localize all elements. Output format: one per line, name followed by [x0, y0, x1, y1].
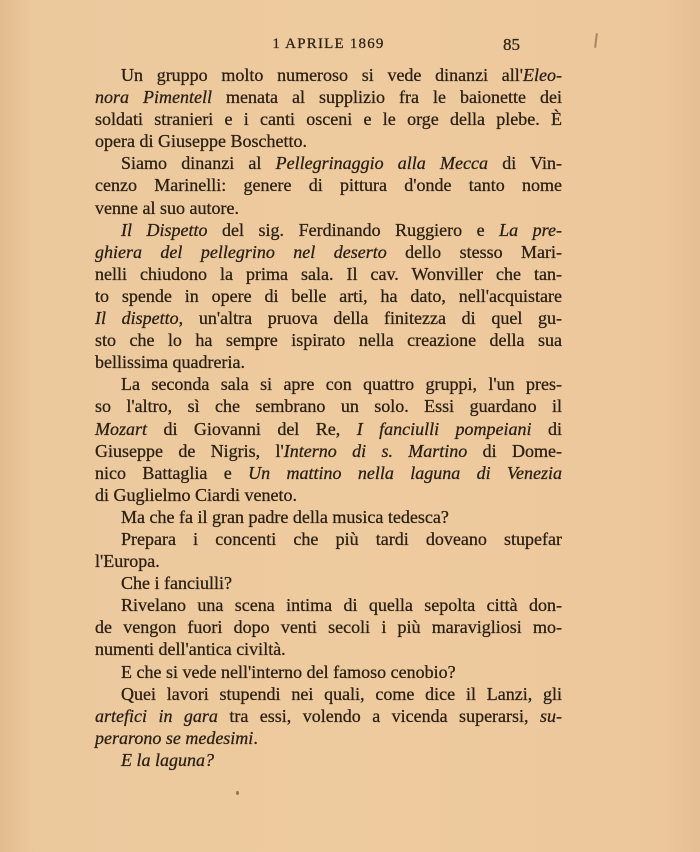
regular-text: La seconda sala si apre con quattro gruppi, l'un pres-	[121, 374, 562, 395]
regular-text: cenzo Marinelli: genere di pittura d'onde tanto nome	[95, 175, 562, 196]
page-body	[95, 64, 562, 771]
regular-text: Rivelano una scena intima di quella sepolta città don-	[121, 595, 562, 616]
italic-text: Eleo-	[523, 65, 562, 85]
text-line	[95, 616, 562, 638]
text-line	[95, 174, 562, 196]
regular-text: to spende in opere di belle arti, ha dato, nell'acquistare	[95, 285, 562, 306]
regular-text: Un gruppo molto numeroso si vede dinanzi all'	[121, 65, 524, 85]
regular-text: so l'altro, sì che sembrano un solo. Essi guardano il	[95, 396, 562, 417]
text-line	[95, 263, 562, 285]
regular-text: del sig. Ferdinando Ruggiero e	[207, 219, 500, 240]
regular-text: Ma che fa il gran padre della musica tedesca?	[121, 506, 449, 527]
scan-artifact-dot	[236, 791, 239, 795]
text-line	[95, 727, 562, 749]
text-line	[95, 329, 562, 351]
italic-text: La pre-	[499, 219, 562, 240]
text-line	[95, 440, 562, 462]
italic-text: Interno di s. Martino	[283, 440, 468, 461]
text-line	[95, 351, 562, 373]
page-header	[95, 36, 562, 53]
regular-text: nico Battaglia e	[95, 462, 249, 483]
regular-text: dello stesso Mari-	[386, 241, 562, 262]
regular-text: soldati stranieri e i canti osceni e le orge della plebe. È	[95, 109, 562, 130]
text-line	[95, 108, 562, 130]
regular-text: di Guglielmo Ciardi veneto.	[95, 484, 297, 505]
text-line	[95, 285, 562, 307]
italic-text: ghiera del pellegrino nel deserto	[95, 241, 387, 262]
regular-text: opera di Giuseppe Boschetto.	[95, 131, 307, 152]
text-line	[95, 307, 562, 329]
text-line	[95, 594, 562, 616]
text-line	[95, 130, 562, 152]
regular-text: di Giovanni del Re,	[147, 418, 357, 439]
header-date: 1 APRILE 1869	[272, 36, 385, 52]
italic-text: Mozart	[95, 418, 148, 439]
italic-text: Il Dispetto	[121, 219, 208, 240]
italic-text: Un mattino nella laguna di Venezia	[248, 462, 562, 483]
italic-text: I fanciulli pompeiani	[356, 418, 532, 439]
page-content	[95, 36, 562, 771]
text-line	[95, 241, 562, 263]
regular-text: di	[531, 418, 562, 439]
text-line	[95, 219, 562, 241]
text-line	[95, 528, 562, 550]
text-line	[95, 550, 562, 572]
text-line	[95, 395, 562, 417]
regular-text: .	[253, 727, 258, 748]
regular-text: numenti dell'antica civiltà.	[95, 639, 286, 660]
text-line	[95, 64, 562, 86]
regular-text: Siamo dinanzi al	[121, 153, 276, 174]
text-line	[95, 197, 562, 219]
text-line	[95, 418, 562, 440]
italic-text: E la laguna?	[121, 749, 214, 770]
italic-text: artefici in gara	[95, 705, 218, 726]
regular-text: Giuseppe de Nigris, l'	[95, 440, 284, 461]
regular-text: di Vin-	[487, 153, 562, 174]
regular-text: l'Europa.	[95, 551, 160, 572]
text-line	[95, 705, 562, 727]
text-line	[95, 506, 562, 528]
page-number: 85	[503, 35, 520, 54]
regular-text: , un'altra pruova della finitezza di quel gu-	[178, 308, 562, 329]
regular-text: E che si vede nell'interno del famoso cenobio?	[121, 661, 456, 682]
text-line	[95, 683, 562, 705]
regular-text: di Dome-	[467, 440, 562, 461]
regular-text: venne al suo autore.	[95, 197, 239, 218]
text-line	[95, 86, 562, 108]
italic-text: Pellegrinaggio alla Mecca	[275, 153, 488, 174]
regular-text: tra essi, volendo a vicenda superarsi,	[217, 705, 540, 726]
regular-text: bellissima quadreria.	[95, 352, 245, 373]
regular-text: Quei lavori stupendi nei quali, come dice il Lanzi, gli	[121, 683, 562, 704]
scan-artifact-mark	[594, 33, 598, 48]
italic-text: su-	[540, 705, 562, 726]
regular-text: Che i fanciulli?	[121, 573, 232, 594]
italic-text: perarono se medesimi	[95, 727, 254, 748]
regular-text: de vengon fuori dopo venti secoli i più maravigliosi mo-	[95, 617, 562, 638]
regular-text: Prepara i concenti che più tardi doveano stupefar	[121, 528, 562, 549]
text-line	[95, 484, 562, 506]
text-line	[95, 152, 562, 174]
text-line	[95, 661, 562, 683]
regular-text: nelli chiudono la prima sala. Il cav. Wonviller che tan-	[95, 263, 562, 284]
italic-text: nora Pimentell	[95, 87, 212, 108]
regular-text: sto che lo ha sempre ispirato nella creazione della sua	[95, 330, 562, 351]
text-line	[95, 749, 562, 771]
italic-text: Il dispetto	[95, 308, 179, 329]
regular-text: menata al supplizio fra le baionette dei	[212, 87, 562, 108]
text-line	[95, 373, 562, 395]
text-line	[95, 572, 562, 594]
text-line	[95, 462, 562, 484]
text-line	[95, 638, 562, 660]
